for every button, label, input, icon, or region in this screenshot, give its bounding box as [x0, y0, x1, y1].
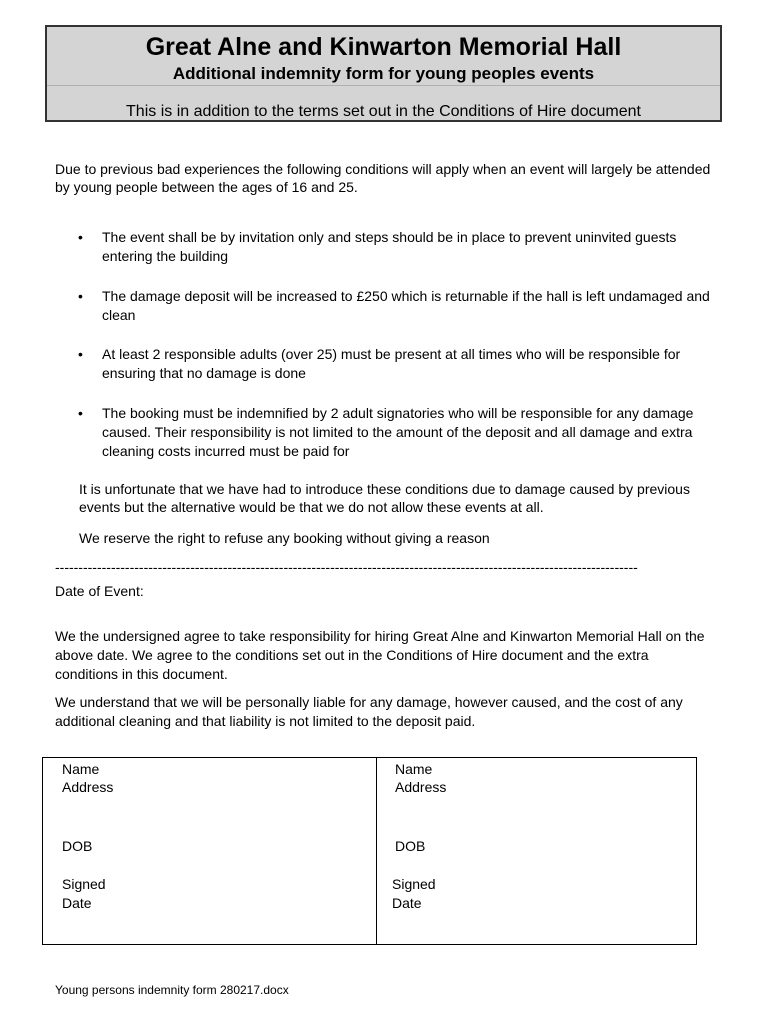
- condition-text: The event shall be by invitation only and steps should be in place to prevent uninvited guests entering the building: [102, 229, 677, 264]
- signatory-1-name-label: Name: [62, 761, 100, 777]
- signatory-table: [42, 757, 697, 945]
- bullet-icon: •: [78, 405, 83, 421]
- footer-filename: Young persons indemnity form 280217.docx: [55, 983, 289, 997]
- signatory-1-dob-label: DOB: [62, 838, 93, 854]
- signatory-2-address-label: Address: [395, 779, 447, 795]
- header-divider: [47, 85, 720, 86]
- condition-text: At least 2 responsible adults (over 25) must be present at all times who will be responsible for ensuring that no damage is done: [102, 346, 681, 381]
- bullet-icon: •: [78, 229, 83, 245]
- page-title: Great Alne and Kinwarton Memorial Hall: [145, 33, 622, 61]
- signatory-1-date-label: Date: [62, 895, 92, 911]
- bullet-icon: •: [78, 288, 83, 304]
- bullet-icon: •: [78, 346, 83, 362]
- signatory-1-signed-label: Signed: [62, 876, 106, 892]
- liability-paragraph: We understand that we will be personally liable for any damage, however caused, and the cost of any additional cleaning and that liability is not limited to the deposit paid.: [55, 694, 683, 729]
- intro-paragraph: Due to previous bad experiences the following conditions will apply when an event will largely be attended by young people between the ages of 16 and 25.: [55, 161, 711, 195]
- header-box: [45, 25, 722, 122]
- condition-text: The booking must be indemnified by 2 adult signatories who will be responsible for any damage caused. Their responsibility is not limited to the amount of the deposit and all damage and extra cleaning costs incurred must be paid for: [102, 405, 694, 459]
- signatory-divider: [376, 758, 377, 944]
- condition-text: The damage deposit will be increased to £250 which is returnable if the hall is left undamaged and clean: [102, 288, 710, 323]
- date-of-event-label: Date of Event:: [55, 583, 144, 599]
- signatory-2-dob-label: DOB: [395, 838, 426, 854]
- signatory-2-signed-label: Signed: [392, 876, 436, 892]
- page-subtitle: Additional indemnity form for young peoples events: [172, 64, 595, 83]
- header-note: This is in addition to the terms set out in the Conditions of Hire document: [126, 103, 641, 120]
- agreement-paragraph: We the undersigned agree to take responsibility for hiring Great Alne and Kinwarton Memorial Hall on the above date. We agree to the conditions set out in the Conditions of Hire document and the extra conditions in this document.: [55, 628, 705, 682]
- signatory-2-name-label: Name: [395, 761, 433, 777]
- signatory-2-date-label: Date: [392, 895, 422, 911]
- reserve-paragraph: We reserve the right to refuse any booking without giving a reason: [79, 530, 490, 546]
- signatory-1-address-label: Address: [62, 779, 114, 795]
- cut-line: -----------------------------------------------------------------------------------------------------------------------------: [55, 562, 638, 572]
- unfortunate-paragraph: It is unfortunate that we have had to introduce these conditions due to damage caused by previous events but the alternative would be that we do not allow these events at all.: [79, 481, 690, 515]
